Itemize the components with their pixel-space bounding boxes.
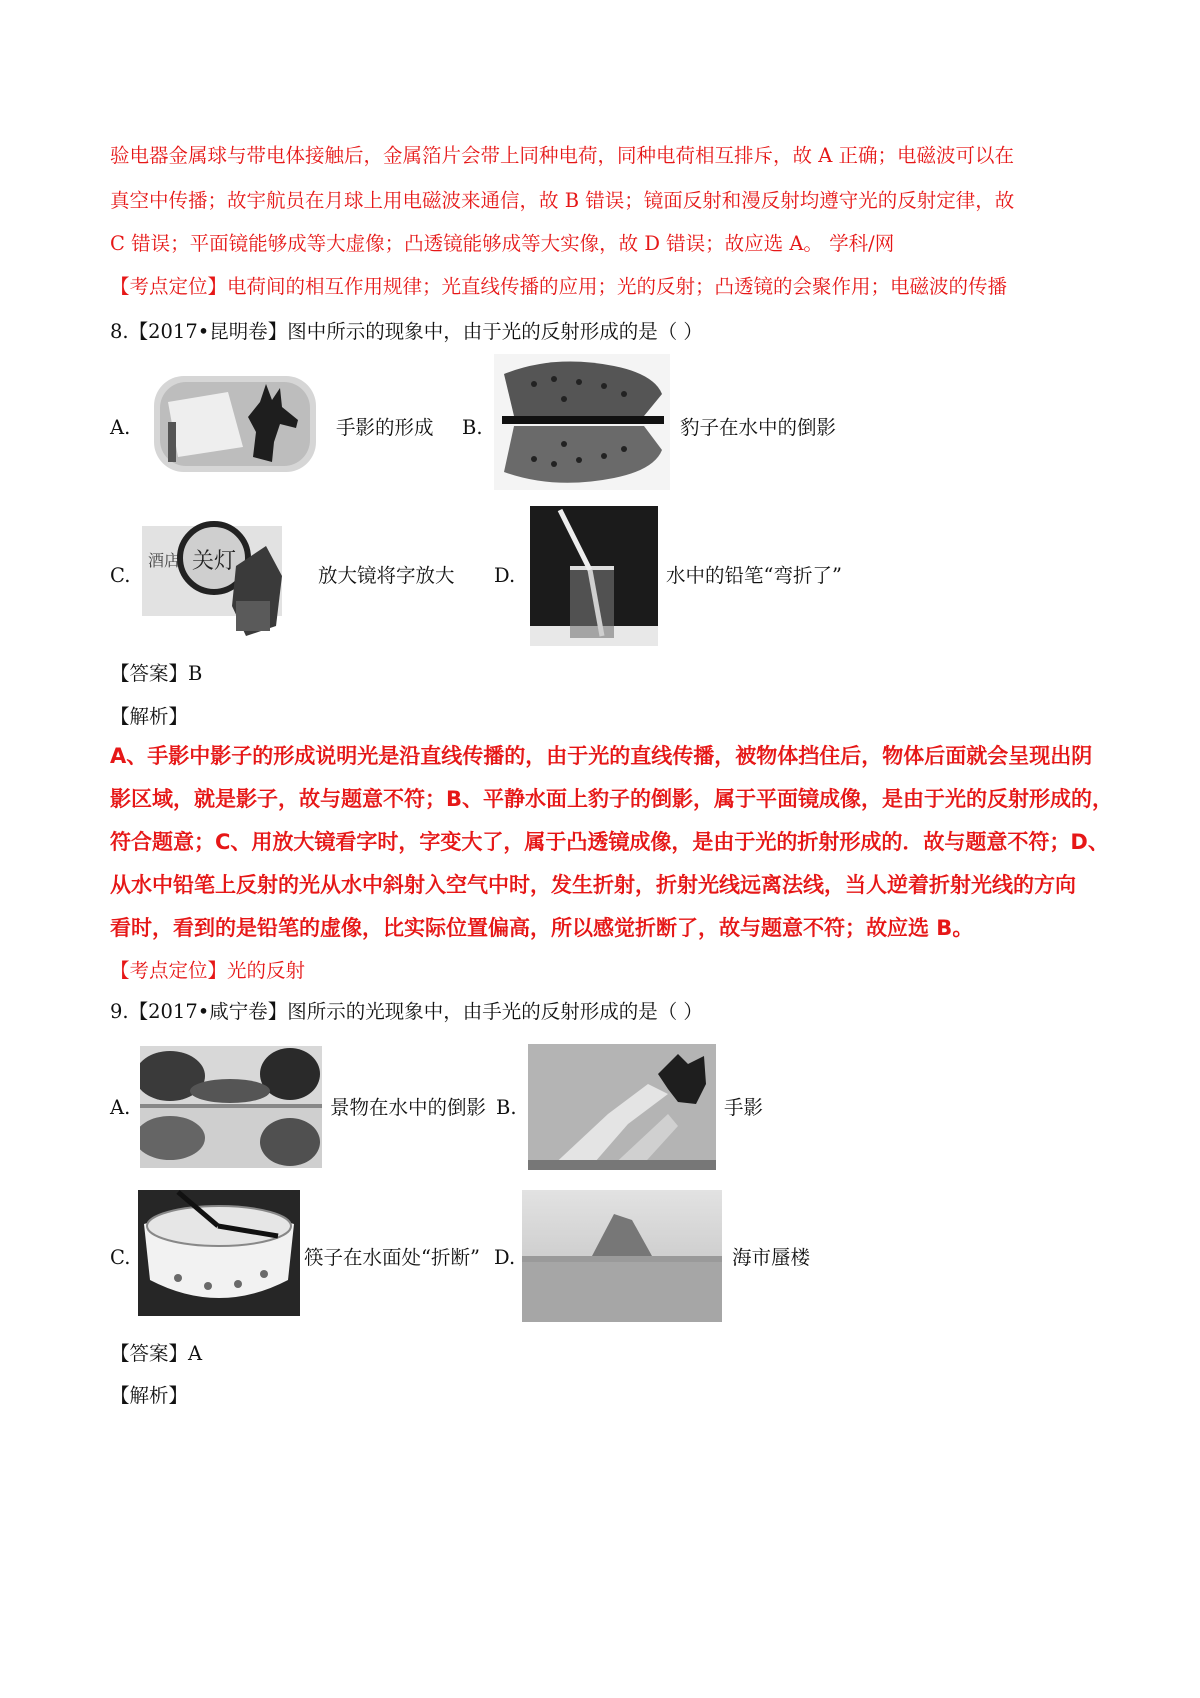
q8-option-a-caption: 手影的形成 xyxy=(336,416,434,439)
kaodian-7: 【考点定位】电荷间的相互作用规律；光直线传播的应用；光的反射；凸透镜的会聚作用；电磁波的传播 xyxy=(110,275,1008,298)
q8-explanation-line-2: 影区域，就是影子，故与题意不符；B、平静水面上豹子的倒影，属于平面镜成像，是由于光的反射形成的， xyxy=(110,787,1114,811)
q8-option-d-caption: 水中的铅笔“弯折了” xyxy=(666,564,842,587)
q8-option-a-image-hand-shadow xyxy=(148,362,320,482)
q8-option-c-caption: 放大镜将字放大 xyxy=(318,564,455,587)
question-9-title: 9.【2017•咸宁卷】图所示的光现象中，由手光的反射形成的是（ ） xyxy=(110,1000,703,1023)
q9-answer: 【答案】A xyxy=(110,1342,203,1365)
q8-option-c-letter: C. xyxy=(110,564,131,587)
q8-option-b-image-leopard-reflection xyxy=(494,354,670,490)
q9-option-c-letter: C. xyxy=(110,1246,131,1269)
q8-option-b-caption: 豹子在水中的倒影 xyxy=(680,416,837,439)
explanation-line-1: 验电器金属球与带电体接触后，金属箔片会带上同种电荷，同种电荷相互排斥，故 A 正确；电磁波可以在 xyxy=(110,144,1014,167)
q8-option-d-image-pencil xyxy=(530,506,658,646)
q8-jiexi-label: 【解析】 xyxy=(110,705,189,728)
q8-option-d-letter: D. xyxy=(494,564,516,587)
magnified-word: 关灯 xyxy=(192,549,237,574)
q9-option-b-caption: 手影 xyxy=(724,1096,764,1119)
q8-kaodian: 【考点定位】光的反射 xyxy=(110,959,306,982)
q8-option-a-letter: A. xyxy=(110,416,131,439)
q8-option-b-letter: B. xyxy=(462,416,483,439)
q9-option-d-caption: 海市蜃楼 xyxy=(732,1246,811,1269)
q9-option-b-letter: B. xyxy=(496,1096,517,1119)
q9-option-d-image-mirage xyxy=(522,1190,722,1322)
q8-explanation-line-3: 符合题意；C、用放大镜看字时，字变大了，属于凸透镜成像，是由于光的折射形成的．故与题意不符；D、 xyxy=(110,830,1109,854)
q9-option-c-image-chopsticks-bowl xyxy=(138,1190,300,1316)
q9-option-a-letter: A. xyxy=(110,1096,131,1119)
q8-answer: 【答案】B xyxy=(110,662,203,685)
explanation-line-3: C 错误；平面镜能够成等大虚像；凸透镜能够成等大实像，故 D 错误；故应选 A。 学科/网 xyxy=(110,232,895,255)
sign-word: 酒店 xyxy=(148,551,181,570)
q8-option-c-image-magnifier xyxy=(136,506,286,646)
q9-option-a-image-reflection xyxy=(140,1046,322,1168)
q9-jiexi-label: 【解析】 xyxy=(110,1384,189,1407)
q9-option-c-caption: 筷子在水面处“折断” xyxy=(304,1246,480,1269)
q8-explanation-line-1: A、手影中影子的形成说明光是沿直线传播的，由于光的直线传播，被物体挡住后，物体后面就会呈现出阴 xyxy=(110,744,1093,768)
question-8-title: 8.【2017•昆明卷】图中所示的现象中，由于光的反射形成的是（ ） xyxy=(110,320,703,343)
explanation-line-2: 真空中传播；故宇航员在月球上用电磁波来通信，故 B 错误；镜面反射和漫反射均遵守光的反射定律，故 xyxy=(110,189,1015,212)
q8-explanation-line-4: 从水中铅笔上反射的光从水中斜射入空气中时，发生折射，折射光线远离法线，当人逆着折射光线的方向 xyxy=(110,873,1076,897)
q9-option-d-letter: D. xyxy=(494,1246,516,1269)
q9-option-a-caption: 景物在水中的倒影 xyxy=(330,1096,487,1119)
q9-option-b-image-hand-shadow xyxy=(528,1044,716,1170)
q8-explanation-line-5: 看时，看到的是铅笔的虚像，比实际位置偏高，所以感觉折断了，故与题意不符；故应选 B。 xyxy=(110,916,974,940)
